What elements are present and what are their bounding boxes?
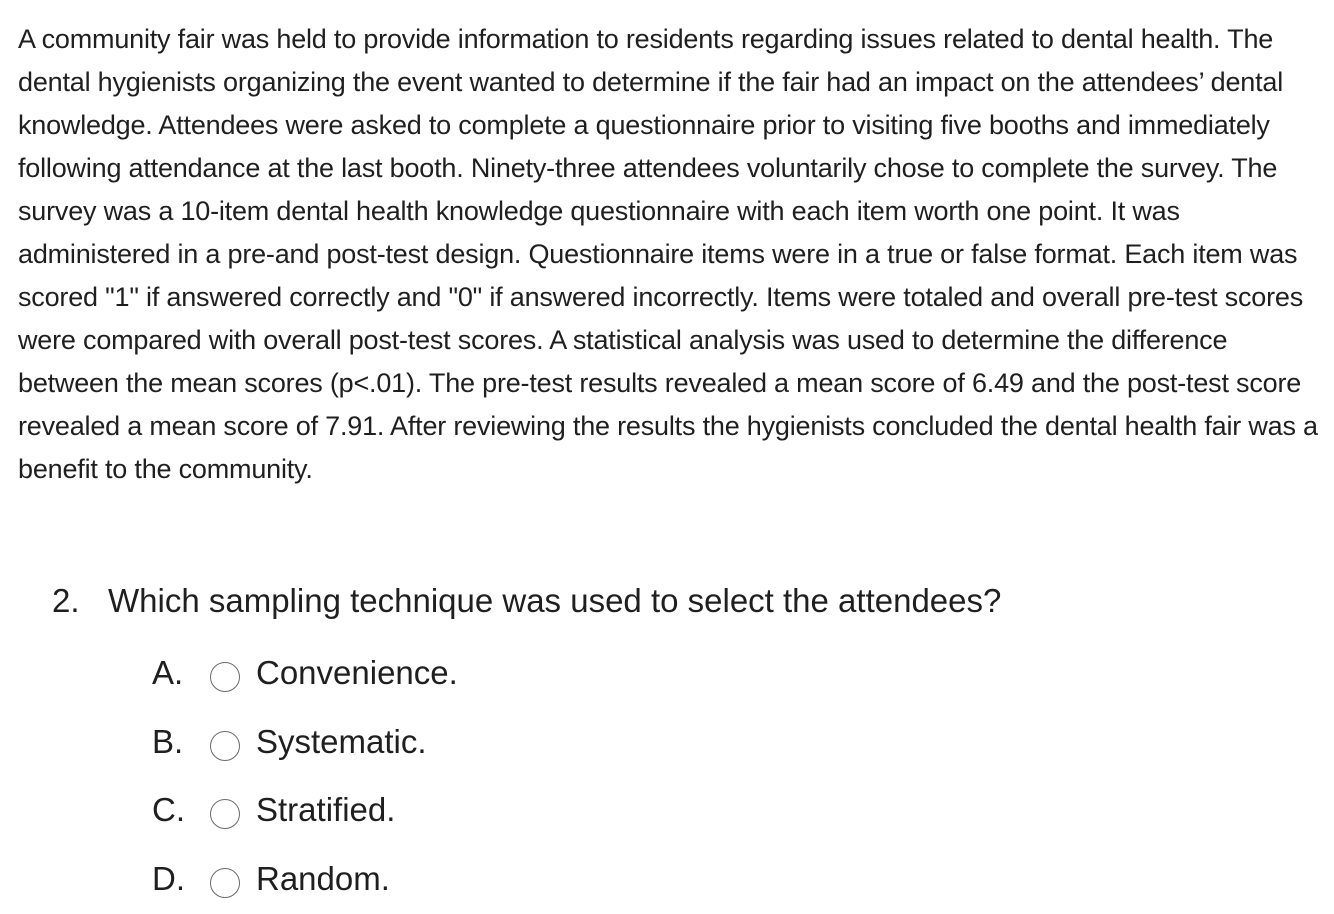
answer-options: [152, 640, 458, 914]
option-label: Convenience.: [256, 651, 458, 697]
option-a[interactable]: [152, 640, 458, 709]
option-letter: B.: [152, 720, 210, 766]
radio-button-d[interactable]: [210, 868, 240, 898]
question-text: Which sampling technique was used to select the attendees?: [108, 582, 1001, 619]
option-label: Systematic.: [256, 720, 427, 766]
radio-button-b[interactable]: [210, 731, 240, 761]
option-letter: A.: [152, 651, 210, 697]
option-letter: C.: [152, 788, 210, 834]
question-stem: [52, 579, 1252, 623]
option-label: Random.: [256, 857, 390, 903]
question-number: 2.: [52, 579, 108, 623]
option-label: Stratified.: [256, 788, 395, 834]
radio-button-c[interactable]: [210, 799, 240, 829]
option-b[interactable]: [152, 709, 458, 778]
radio-button-a[interactable]: [210, 662, 240, 692]
option-letter: D.: [152, 857, 210, 903]
option-c[interactable]: [152, 777, 458, 846]
scenario-passage: A community fair was held to provide information to residents regarding issues related to dental health. The dental hygienists organizing the event wanted to determine if the fair had an impact on the attendees’ dental knowledge. Attendees were asked to complete a questionnaire prior to visiting five booths and immediately following attendance at the last booth. Ninety-three attendees voluntarily chose to complete the survey. The survey was a 10-item dental health knowledge questionnaire with each item worth one point. It was administered in a pre-and post-test design. Questionnaire items were in a true or false format. Each item was scored "1" if answered correctly and "0" if answered incorrectly. Items were totaled and overall pre-test scores were compared with overall post-test scores. A statistical analysis was used to determine the difference between the mean scores (p<.01). The pre-test results revealed a mean score of 6.49 and the post-test score revealed a mean score of 7.91. After reviewing the results the hygienists concluded the dental health fair was a benefit to the community.: [18, 18, 1318, 491]
option-d[interactable]: [152, 846, 458, 914]
